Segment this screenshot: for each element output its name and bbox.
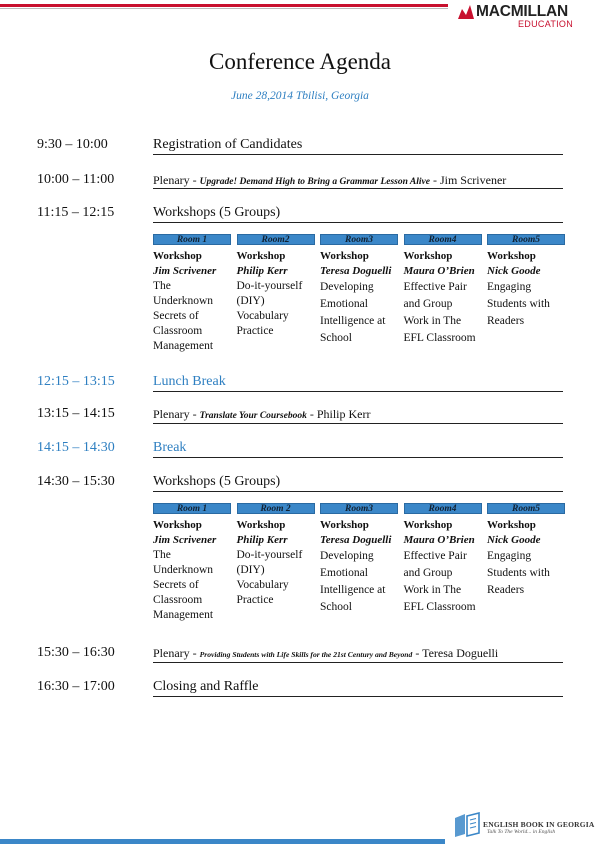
workshop-speaker: Teresa Doguelli bbox=[320, 534, 392, 546]
workshop-kind: Workshop bbox=[320, 519, 369, 531]
plenary-line bbox=[153, 407, 370, 422]
workshop-title-line: EFL Classroom bbox=[403, 601, 476, 613]
divider bbox=[153, 423, 563, 424]
workshop-column bbox=[404, 503, 482, 616]
workshop-speaker: Nick Goode bbox=[487, 265, 541, 277]
workshop-title-line: Intelligence at bbox=[320, 315, 386, 327]
workshop-title-line: EFL Classroom bbox=[403, 332, 476, 344]
plenary-line bbox=[153, 173, 506, 188]
workshop-kind: Workshop bbox=[487, 519, 536, 531]
workshop-title-line: Vocabulary bbox=[236, 310, 289, 322]
plenary-prefix: Plenary - bbox=[153, 407, 200, 421]
workshop-speaker: Philip Kerr bbox=[236, 534, 288, 546]
workshop-column bbox=[153, 503, 231, 623]
room-header: Room4 bbox=[404, 503, 482, 514]
footer-brand: ENGLISH BOOK IN GEORGIA bbox=[483, 820, 595, 829]
divider bbox=[153, 662, 563, 663]
plenary-topic: Providing Students with Life Skills for the 21st Century and Beyond bbox=[199, 650, 413, 659]
workshop-title-line: School bbox=[320, 332, 352, 344]
top-gray-line bbox=[0, 8, 448, 9]
workshop-title-line: (DIY) bbox=[236, 295, 265, 307]
divider bbox=[153, 188, 563, 189]
workshop-title-line: The bbox=[153, 280, 171, 292]
room-header: Room2 bbox=[237, 234, 315, 245]
plenary-topic: Upgrade! Demand High to Bring a Grammar Lesson Alive bbox=[199, 177, 430, 187]
workshop-column bbox=[153, 234, 231, 354]
workshop-title-line: Practice bbox=[236, 594, 274, 606]
plenary-topic: Translate Your Coursebook bbox=[199, 411, 307, 421]
plenary-prefix: Plenary - bbox=[153, 646, 200, 660]
room-header: Room5 bbox=[487, 503, 565, 514]
workshop-title-line: Engaging bbox=[487, 281, 532, 293]
divider bbox=[153, 696, 563, 697]
session-time: 14:15 – 14:30 bbox=[37, 440, 115, 455]
session-time: 13:15 – 14:15 bbox=[37, 406, 115, 421]
plenary-line bbox=[153, 646, 498, 661]
workshop-title-line: Developing bbox=[320, 281, 374, 293]
session-time: 12:15 – 13:15 bbox=[37, 374, 115, 389]
workshop-title-line: The bbox=[153, 549, 171, 561]
workshop-title-line: (DIY) bbox=[236, 564, 265, 576]
workshop-title-line: School bbox=[320, 601, 352, 613]
plenary-speaker: - Teresa Doguelli bbox=[412, 646, 499, 660]
workshop-speaker: Maura O’Brien bbox=[403, 265, 475, 277]
workshop-title-line: Readers bbox=[487, 315, 525, 327]
workshop-title-line: Underknown bbox=[153, 295, 214, 307]
plenary-prefix: Plenary - bbox=[153, 173, 200, 187]
workshop-kind: Workshop bbox=[320, 250, 369, 262]
room-header: Room3 bbox=[320, 234, 398, 245]
workshop-title-line: Management bbox=[153, 609, 214, 621]
workshop-kind: Workshop bbox=[403, 519, 453, 531]
workshop-title-line: Practice bbox=[236, 325, 274, 337]
brand-name: MACMILLAN bbox=[476, 3, 569, 20]
workshop-column bbox=[237, 503, 315, 608]
workshop-title-line: Effective Pair bbox=[403, 281, 467, 293]
divider bbox=[153, 391, 563, 392]
room-header: Room 1 bbox=[153, 234, 231, 245]
workshop-title-line: Underknown bbox=[153, 564, 214, 576]
session-label: Workshops (5 Groups) bbox=[153, 474, 281, 489]
workshop-title-line: Emotional bbox=[320, 567, 368, 579]
workshop-speaker: Jim Scrivener bbox=[153, 534, 217, 546]
session-label: Lunch Break bbox=[153, 374, 226, 389]
english-book-georgia-logo bbox=[453, 812, 593, 842]
workshop-title-line: Readers bbox=[487, 584, 525, 596]
workshop-column bbox=[404, 234, 482, 347]
session-time: 16:30 – 17:00 bbox=[37, 679, 115, 694]
workshop-speaker: Nick Goode bbox=[487, 534, 541, 546]
session-time: 9:30 – 10:00 bbox=[37, 137, 108, 152]
workshop-title-line: Intelligence at bbox=[320, 584, 386, 596]
open-book-icon bbox=[453, 812, 481, 838]
room-header: Room4 bbox=[404, 234, 482, 245]
session-time: 15:30 – 16:30 bbox=[37, 645, 115, 660]
macmillan-logo bbox=[458, 3, 598, 31]
workshop-title-line: Do-it-yourself bbox=[236, 549, 303, 561]
workshop-title-line: Classroom bbox=[153, 594, 203, 606]
macmillan-mark-icon bbox=[458, 5, 474, 19]
workshop-title-line: Secrets of bbox=[153, 310, 199, 322]
workshop-title-line: Work in The bbox=[403, 584, 462, 596]
workshop-column bbox=[320, 234, 398, 347]
footer-tagline: Talk To The World... in English bbox=[487, 829, 556, 835]
workshop-title-line: and Group bbox=[403, 567, 453, 579]
workshop-title-line: Classroom bbox=[153, 325, 203, 337]
workshop-kind: Workshop bbox=[236, 250, 286, 262]
divider bbox=[153, 457, 563, 458]
workshop-column bbox=[487, 234, 565, 330]
workshop-title-line: Effective Pair bbox=[403, 550, 467, 562]
workshop-title-line: Do-it-yourself bbox=[236, 280, 303, 292]
brand-sub: EDUCATION bbox=[518, 19, 574, 29]
workshop-title-line: Management bbox=[153, 340, 214, 352]
workshop-title-line: Work in The bbox=[403, 315, 462, 327]
workshop-speaker: Philip Kerr bbox=[236, 265, 288, 277]
session-label: Registration of Candidates bbox=[153, 137, 303, 152]
workshop-kind: Workshop bbox=[487, 250, 536, 262]
session-label: Closing and Raffle bbox=[153, 679, 259, 694]
workshop-title-line: Students with bbox=[487, 567, 550, 579]
page-title: Conference Agenda bbox=[208, 49, 391, 74]
workshop-title-line: Engaging bbox=[487, 550, 532, 562]
session-time: 10:00 – 11:00 bbox=[37, 172, 115, 187]
event-date-location: June 28,2014 Tbilisi, Georgia bbox=[231, 90, 369, 102]
workshop-title-line: and Group bbox=[403, 298, 453, 310]
workshop-column bbox=[320, 503, 398, 616]
workshop-title-line: Vocabulary bbox=[236, 579, 289, 591]
plenary-speaker: - Philip Kerr bbox=[306, 407, 371, 421]
footer-blue-bar bbox=[0, 839, 445, 844]
workshop-title-line: Developing bbox=[320, 550, 374, 562]
workshop-title-line: Secrets of bbox=[153, 579, 199, 591]
workshop-column bbox=[237, 234, 315, 339]
session-time: 11:15 – 12:15 bbox=[37, 205, 115, 220]
session-label: Workshops (5 Groups) bbox=[153, 205, 281, 220]
room-header: Room5 bbox=[487, 234, 565, 245]
session-time: 14:30 – 15:30 bbox=[37, 474, 115, 489]
room-header: Room 2 bbox=[237, 503, 315, 514]
workshop-speaker: Jim Scrivener bbox=[153, 265, 217, 277]
workshop-kind: Workshop bbox=[236, 519, 286, 531]
room-header: Room3 bbox=[320, 503, 398, 514]
workshop-kind: Workshop bbox=[403, 250, 453, 262]
workshop-kind: Workshop bbox=[153, 519, 202, 531]
divider bbox=[153, 491, 563, 492]
top-red-bar bbox=[0, 4, 448, 7]
divider bbox=[153, 222, 563, 223]
room-header: Room 1 bbox=[153, 503, 231, 514]
workshop-speaker: Maura O’Brien bbox=[403, 534, 475, 546]
session-label: Break bbox=[153, 440, 187, 455]
workshop-title-line: Students with bbox=[487, 298, 550, 310]
divider bbox=[153, 154, 563, 155]
workshop-kind: Workshop bbox=[153, 250, 202, 262]
workshop-column bbox=[487, 503, 565, 599]
workshop-title-line: Emotional bbox=[320, 298, 368, 310]
workshop-speaker: Teresa Doguelli bbox=[320, 265, 392, 277]
plenary-speaker: - Jim Scrivener bbox=[429, 173, 507, 187]
